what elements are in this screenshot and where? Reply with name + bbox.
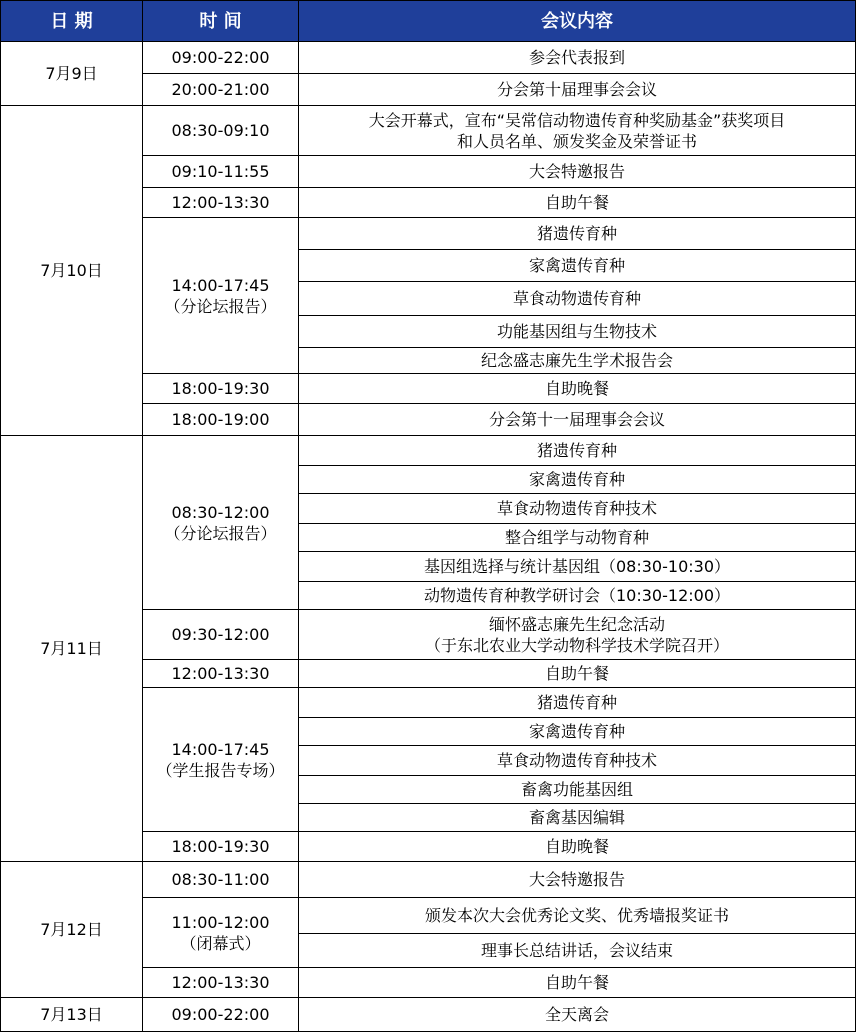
time-range: 18:00-19:30 xyxy=(171,837,270,856)
content-cell: 大会开幕式，宣布“吴常信动物遗传育种奖励基金”获奖项目 和人员名单、颁发奖金及荣誉证书 xyxy=(299,106,856,156)
schedule-row xyxy=(1,106,856,156)
time-range: 08:30-12:00 xyxy=(171,502,270,522)
time-range: 12:00-13:30 xyxy=(171,193,270,212)
content-cell: 草食动物遗传育种 xyxy=(299,282,856,316)
time-cell xyxy=(143,968,299,998)
date-cell: 7月9日 xyxy=(1,42,143,106)
content-cell: 自助午餐 xyxy=(299,968,856,998)
date-cell: 7月12日 xyxy=(1,862,143,998)
content-cell: 自助午餐 xyxy=(299,188,856,218)
content-cell: 猪遗传育种 xyxy=(299,218,856,250)
schedule-body xyxy=(1,42,856,1032)
time-cell xyxy=(143,218,299,374)
time-cell xyxy=(143,660,299,688)
schedule-row xyxy=(1,42,856,74)
time-range: 12:00-13:30 xyxy=(171,664,270,683)
time-cell xyxy=(143,610,299,660)
time-range: 18:00-19:30 xyxy=(171,379,270,398)
header-content: 会议内容 xyxy=(299,1,856,42)
session-label: （学生报告专场） xyxy=(156,760,285,780)
time-cell xyxy=(143,998,299,1032)
content-cell: 动物遗传育种教学研讨会（10:30-12:00） xyxy=(299,582,856,610)
time-range: 11:00-12:00 xyxy=(171,912,270,932)
content-cell: 家禽遗传育种 xyxy=(299,466,856,494)
content-cell: 全天离会 xyxy=(299,998,856,1032)
session-label: （分论坛报告） xyxy=(164,523,277,543)
schedule-row xyxy=(1,862,856,898)
content-cell: 分会第十一届理事会会议 xyxy=(299,404,856,436)
time-cell xyxy=(143,74,299,106)
time-cell xyxy=(143,188,299,218)
time-range: 14:00-17:45 xyxy=(171,275,270,295)
time-range: 20:00-21:00 xyxy=(171,80,270,99)
date-cell: 7月13日 xyxy=(1,998,143,1032)
time-range: 08:30-11:00 xyxy=(171,870,270,889)
time-range: 18:00-19:00 xyxy=(171,410,270,429)
schedule-row xyxy=(1,436,856,466)
date-cell: 7月11日 xyxy=(1,436,143,862)
time-range: 09:00-22:00 xyxy=(171,48,270,67)
time-cell xyxy=(143,862,299,898)
content-cell: 猪遗传育种 xyxy=(299,688,856,718)
time-cell xyxy=(143,42,299,74)
time-range: 09:00-22:00 xyxy=(171,1005,270,1024)
time-cell xyxy=(143,156,299,188)
time-cell xyxy=(143,436,299,610)
session-label: （分论坛报告） xyxy=(164,296,277,316)
header-date: 日 期 xyxy=(1,1,143,42)
content-cell: 理事长总结讲话，会议结束 xyxy=(299,934,856,968)
time-cell xyxy=(143,106,299,156)
content-cell: 整合组学与动物育种 xyxy=(299,524,856,552)
content-cell: 自助午餐 xyxy=(299,660,856,688)
time-cell xyxy=(143,832,299,862)
time-range: 09:10-11:55 xyxy=(171,162,270,181)
content-cell: 颁发本次大会优秀论文奖、优秀墙报奖证书 xyxy=(299,898,856,934)
content-cell: 分会第十届理事会会议 xyxy=(299,74,856,106)
content-cell: 畜禽基因编辑 xyxy=(299,804,856,832)
time-cell xyxy=(143,374,299,404)
content-cell: 畜禽功能基因组 xyxy=(299,776,856,804)
content-cell: 大会特邀报告 xyxy=(299,156,856,188)
content-cell: 基因组选择与统计基因组（08:30-10:30） xyxy=(299,552,856,582)
content-cell: 草食动物遗传育种技术 xyxy=(299,494,856,524)
date-cell: 7月10日 xyxy=(1,106,143,436)
time-range: 09:30-12:00 xyxy=(171,625,270,644)
content-cell: 自助晚餐 xyxy=(299,374,856,404)
content-cell: 家禽遗传育种 xyxy=(299,250,856,282)
time-range: 14:00-17:45 xyxy=(171,739,270,759)
header-time: 时 间 xyxy=(143,1,299,42)
time-cell xyxy=(143,688,299,832)
time-cell xyxy=(143,898,299,968)
time-cell xyxy=(143,404,299,436)
content-cell: 参会代表报到 xyxy=(299,42,856,74)
header-row xyxy=(1,1,856,42)
content-cell: 缅怀盛志廉先生纪念活动 （于东北农业大学动物科学技术学院召开） xyxy=(299,610,856,660)
content-cell: 功能基因组与生物技术 xyxy=(299,316,856,348)
content-cell: 家禽遗传育种 xyxy=(299,718,856,746)
content-cell: 草食动物遗传育种技术 xyxy=(299,746,856,776)
time-range: 08:30-09:10 xyxy=(171,121,270,140)
content-cell: 猪遗传育种 xyxy=(299,436,856,466)
content-cell: 自助晚餐 xyxy=(299,832,856,862)
schedule-row xyxy=(1,998,856,1032)
content-cell: 纪念盛志廉先生学术报告会 xyxy=(299,348,856,374)
content-cell: 大会特邀报告 xyxy=(299,862,856,898)
session-label: （闭幕式） xyxy=(180,933,261,953)
time-range: 12:00-13:30 xyxy=(171,973,270,992)
